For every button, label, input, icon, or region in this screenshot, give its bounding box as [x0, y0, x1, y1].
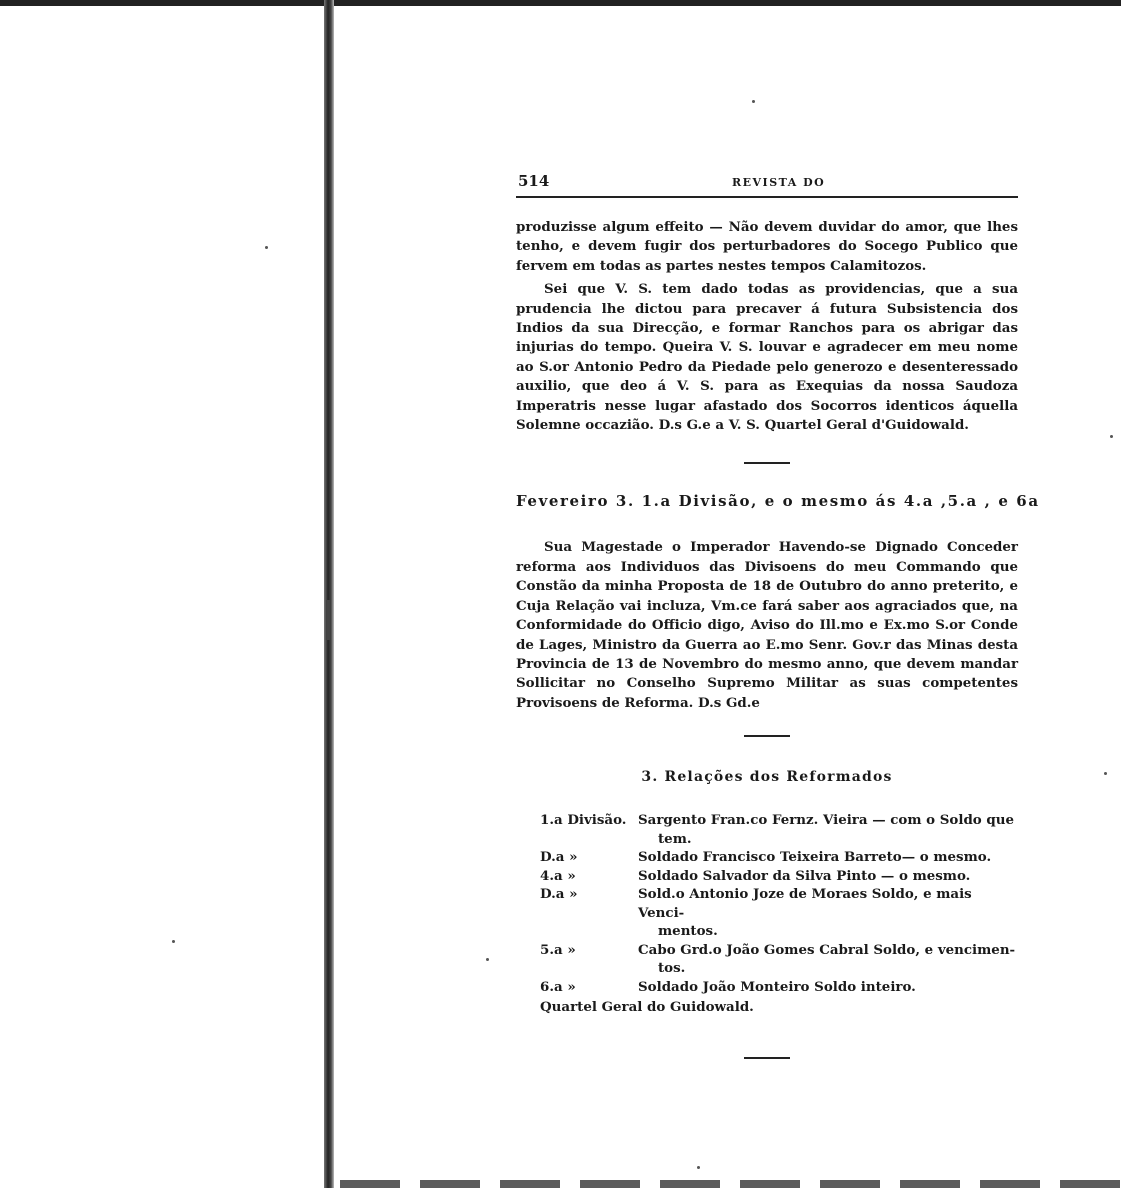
list-item	[540, 885, 1018, 941]
entry-line: Sargento Fran.co Fernz. Vieira — com o Soldo que	[638, 812, 1015, 829]
scan-speck	[265, 246, 268, 249]
scan-speck	[697, 1166, 700, 1169]
list-item	[540, 867, 1018, 886]
scan-bottom-edge	[340, 1180, 1121, 1188]
entry-line: Soldado João Monteiro Soldo inteiro.	[638, 978, 916, 995]
list-item	[540, 941, 1018, 978]
relacoes-list	[540, 811, 1018, 1017]
scan-speck	[1110, 435, 1113, 438]
entry-continuation: tos.	[658, 960, 686, 977]
paragraph-2: Sei que V. S. tem dado todas as providencias, que a sua prudencia lhe dictou para precaver á futura Subsistencia dos Indios da sua Direcção, e formar Ranchos para os abrigar das injurias do tempo. Queira V. S. louvar e agradecer em meu nome ao S.or Antonio Pedro da Piedade pelo generozo e desenteressado auxilio, que deo á V. S. para as Exequias da nossa Saudoza Imperatris nesse lugar afastado dos Socorros identicos áquella Solemne occazião. D.s G.e a V. S. Quartel Geral d'Guidowald.	[516, 281, 1018, 434]
page-header	[516, 170, 1018, 198]
entry-text	[634, 848, 1018, 867]
list-item	[540, 848, 1018, 867]
spine-mark	[327, 600, 330, 640]
divisao-label: 4.a »	[540, 867, 576, 884]
entry-continuation: mentos.	[658, 923, 718, 940]
scan-speck	[486, 958, 489, 961]
divisao-label: D.a »	[540, 886, 578, 903]
signoff: Quartel Geral do Guidowald.	[540, 999, 754, 1016]
page-number: 514	[518, 172, 550, 190]
list-item	[540, 811, 1018, 848]
printed-page	[516, 170, 1040, 1059]
entry-line: Cabo Grd.o João Gomes Cabral Soldo, e vencimen-	[638, 941, 1016, 958]
entry-line: Sold.o Antonio Joze de Moraes Soldo, e mais Venci-	[638, 886, 972, 921]
divisao-label: 5.a »	[540, 941, 576, 958]
entry-text	[634, 941, 1018, 978]
entry-text	[634, 885, 1018, 941]
sub-heading: 3. Relações dos Reformados	[641, 769, 893, 786]
book-spine	[324, 0, 334, 1188]
scan-top-edge	[0, 0, 1121, 6]
section-divider	[744, 735, 790, 737]
entry-line: Soldado Salvador da Silva Pinto — o mesmo.	[638, 867, 971, 884]
divisao-label: 6.a »	[540, 978, 576, 995]
entry-text	[634, 867, 1018, 886]
entry-text	[634, 811, 1018, 848]
list-item	[540, 978, 1018, 997]
entry-line: Soldado Francisco Teixeira Barreto— o mesmo.	[638, 849, 992, 866]
end-divider	[744, 1057, 790, 1059]
divisao-label: D.a »	[540, 849, 578, 866]
blank-facing-page	[0, 0, 326, 1188]
entry-continuation: tem.	[658, 830, 692, 847]
scan-speck	[1104, 772, 1107, 775]
paragraph-3: Sua Magestade o Imperador Havendo-se Dignado Conceder reforma aos Individuos das Divisoens do meu Commando que Constão da minha Proposta de 18 de Outubro do anno preterito, e Cuja Relação vai incluza, Vm.ce fará saber aos agraciados que, na Conformidade do Officio digo, Aviso do Ill.mo e Ex.mo S.or Conde de Lages, Ministro da Guerra ao E.mo Senr. Gov.r das Minas desta Provincia de 13 de Novembro do mesmo anno, que devem mandar Sollicitar no Conselho Supremo Militar as suas competentes Provisoens de Reforma. D.s Gd.e	[516, 539, 1018, 711]
section-heading: Fevereiro 3. 1.a Divisão, e o mesmo ás 4.a ,5.a , e 6a	[516, 492, 1040, 511]
scan-speck	[752, 100, 755, 103]
section-divider	[744, 462, 790, 464]
paragraph-1: produzisse algum effeito — Não devem duvidar do amor, que lhes tenho, e devem fugir dos perturbadores do Socego Publico que fervem em todas as partes nestes tempos Calamitozos.	[516, 219, 1018, 274]
divisao-label: 1.a Divisão.	[540, 812, 627, 829]
running-title: REVISTA DO	[732, 176, 826, 189]
scan-speck	[172, 940, 175, 943]
entry-text	[634, 978, 1018, 997]
